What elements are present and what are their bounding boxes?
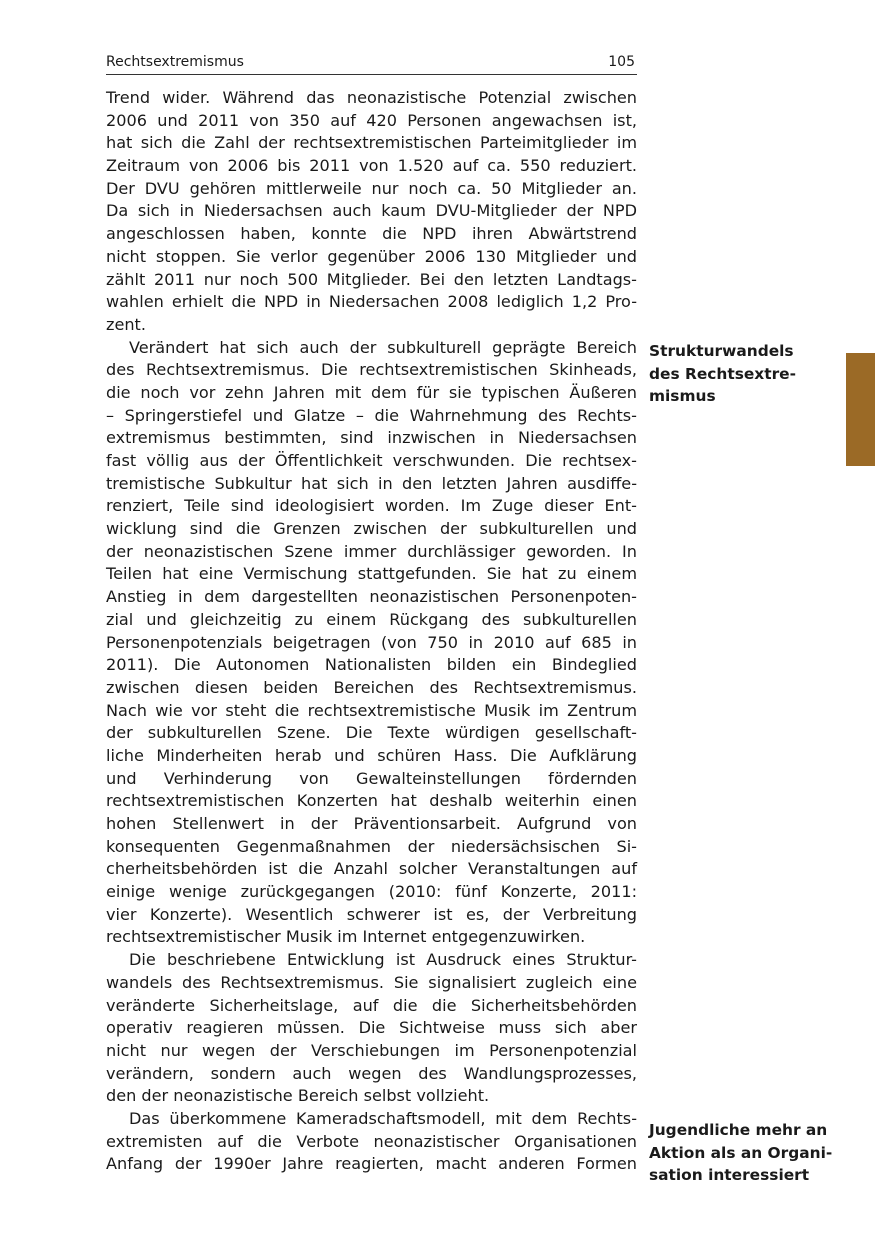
text-line: veränderte Sicherheitslage, auf die die Sicherheitsbehörden bbox=[106, 995, 637, 1015]
text-line: Das überkommene Kameradschaftsmodell, mit dem Rechts- bbox=[129, 1108, 637, 1128]
text-line: vier Konzerte). Wesentlich schwerer ist es, der Verbreitung bbox=[106, 904, 637, 924]
text-line: Anfang der 1990er Jahre reagierten, macht anderen Formen bbox=[106, 1154, 637, 1174]
text-line: und Verhinderung von Gewalteinstellungen fördernden bbox=[106, 768, 637, 788]
text-line: nicht nur wegen der Verschiebungen im Personenpotenzial bbox=[106, 1040, 637, 1060]
text-line: zial und gleichzeitig zu einem Rückgang des subkulturellen bbox=[106, 609, 637, 629]
text-line: wahlen erhielt die NPD in Niedersachen 2008 lediglich 1,2 Pro- bbox=[106, 292, 637, 312]
text-line: konsequenten Gegenmaßnahmen der niedersächsischen Si- bbox=[106, 836, 637, 856]
text-line: 2006 und 2011 von 350 auf 420 Personen angewachsen ist, bbox=[106, 110, 637, 130]
running-title: Rechtsextremismus bbox=[106, 54, 244, 70]
text-line: der neonazistischen Szene immer durchlässiger geworden. In bbox=[106, 541, 637, 561]
text-line: nicht stoppen. Sie verlor gegenüber 2006 130 Mitglieder und bbox=[106, 246, 637, 266]
chapter-thumb-tab bbox=[846, 353, 875, 466]
text-line: rechtsextremistischer Musik im Internet entgegenzuwirken. bbox=[106, 927, 586, 947]
text-line: die noch vor zehn Jahren mit dem für sie typischen Äußeren bbox=[106, 382, 637, 402]
margin-note-line: mismus bbox=[649, 387, 716, 406]
body-text bbox=[106, 87, 637, 1176]
text-line: cherheitsbehörden ist die Anzahl solcher Veranstaltungen auf bbox=[106, 859, 637, 879]
text-line: hat sich die Zahl der rechtsextremistischen Parteimitglieder im bbox=[106, 133, 637, 153]
text-line: der subkulturellen Szene. Die Texte würdigen gesellschaft- bbox=[106, 723, 637, 743]
margin-note-line: des Rechtsextre- bbox=[649, 364, 797, 383]
text-line: Trend wider. Während das neonazistische Potenzial zwischen bbox=[106, 88, 637, 107]
text-line: Zeitraum von 2006 bis 2011 von 1.520 auf ca. 550 reduziert. bbox=[106, 156, 637, 176]
text-line: des Rechtsextremismus. Die rechtsextremistischen Skinheads, bbox=[106, 360, 637, 380]
text-line: operativ reagieren müssen. Die Sichtweise muss sich aber bbox=[106, 1018, 637, 1038]
page-number: 105 bbox=[608, 54, 635, 70]
text-line: 2011). Die Autonomen Nationalisten bilden ein Bindeglied bbox=[106, 655, 637, 675]
text-line: Anstieg in dem dargestellten neonazistischen Personenpoten- bbox=[106, 587, 637, 607]
text-line: hohen Stellenwert in der Präventionsarbeit. Aufgrund von bbox=[106, 814, 637, 833]
text-line: zählt 2011 nur noch 500 Mitglieder. Bei den letzten Landtags- bbox=[106, 269, 637, 289]
margin-note-line: Jugendliche mehr an bbox=[649, 1121, 828, 1139]
running-header bbox=[106, 52, 637, 75]
text-line: wicklung sind die Grenzen zwischen der subkulturellen und bbox=[106, 519, 637, 539]
text-line: extremisten auf die Verbote neonazistischer Organisationen bbox=[106, 1131, 637, 1151]
text-line: rechtsextremistischen Konzerten hat deshalb weiterhin einen bbox=[106, 791, 637, 811]
text-line: Der DVU gehören mittlerweile nur noch ca. 50 Mitglieder an. bbox=[106, 178, 637, 198]
text-line: Teilen hat eine Vermischung stattgefunden. Sie hat zu einem bbox=[106, 564, 637, 584]
text-line: liche Minderheiten herab und schüren Hass. Die Aufklärung bbox=[106, 745, 637, 765]
margin-note-line: Strukturwandels bbox=[649, 342, 794, 360]
text-line: fast völlig aus der Öffentlichkeit verschwunden. Die rechtsex- bbox=[106, 451, 637, 470]
text-line: – Springerstiefel und Glatze – die Wahrnehmung des Rechts- bbox=[106, 405, 637, 425]
text-line: Nach wie vor steht die rechtsextremistische Musik im Zentrum bbox=[106, 700, 637, 720]
margin-note-strukturwandel bbox=[649, 340, 849, 408]
text-line: Verändert hat sich auch der subkulturell geprägte Bereich bbox=[129, 337, 637, 357]
text-line: einige wenige zurückgegangen (2010: fünf Konzerte, 2011: bbox=[106, 882, 637, 902]
margin-note-line: Aktion als an Organi- bbox=[649, 1143, 833, 1162]
margin-note-jugendliche bbox=[649, 1119, 849, 1187]
text-line: Personenpotenzials beigetragen (von 750 in 2010 auf 685 in bbox=[106, 632, 637, 652]
text-line: extremismus bestimmten, sind inzwischen in Niedersachsen bbox=[106, 428, 637, 448]
text-line: Die beschriebene Entwicklung ist Ausdruck eines Struktur- bbox=[129, 950, 637, 970]
text-line: wandels des Rechtsextremismus. Sie signalisiert zugleich eine bbox=[106, 972, 637, 992]
margin-note-line: sation interessiert bbox=[649, 1166, 810, 1185]
text-line: tremistische Subkultur hat sich in den letzten Jahren ausdiffe- bbox=[106, 473, 637, 493]
text-line: Da sich in Niedersachsen auch kaum DVU-Mitglieder der NPD bbox=[106, 201, 637, 221]
text-line: angeschlossen haben, konnte die NPD ihren Abwärtstrend bbox=[106, 224, 637, 244]
text-line: den der neonazistische Bereich selbst vollzieht. bbox=[106, 1086, 490, 1106]
text-line: zwischen diesen beiden Bereichen des Rechtsextremismus. bbox=[106, 677, 637, 697]
text-line: verändern, sondern auch wegen des Wandlungsprozesses, bbox=[106, 1063, 637, 1083]
text-line: zent. bbox=[106, 314, 146, 334]
text-line: renziert, Teile sind ideologisiert worden. Im Zuge dieser Ent- bbox=[106, 496, 637, 516]
